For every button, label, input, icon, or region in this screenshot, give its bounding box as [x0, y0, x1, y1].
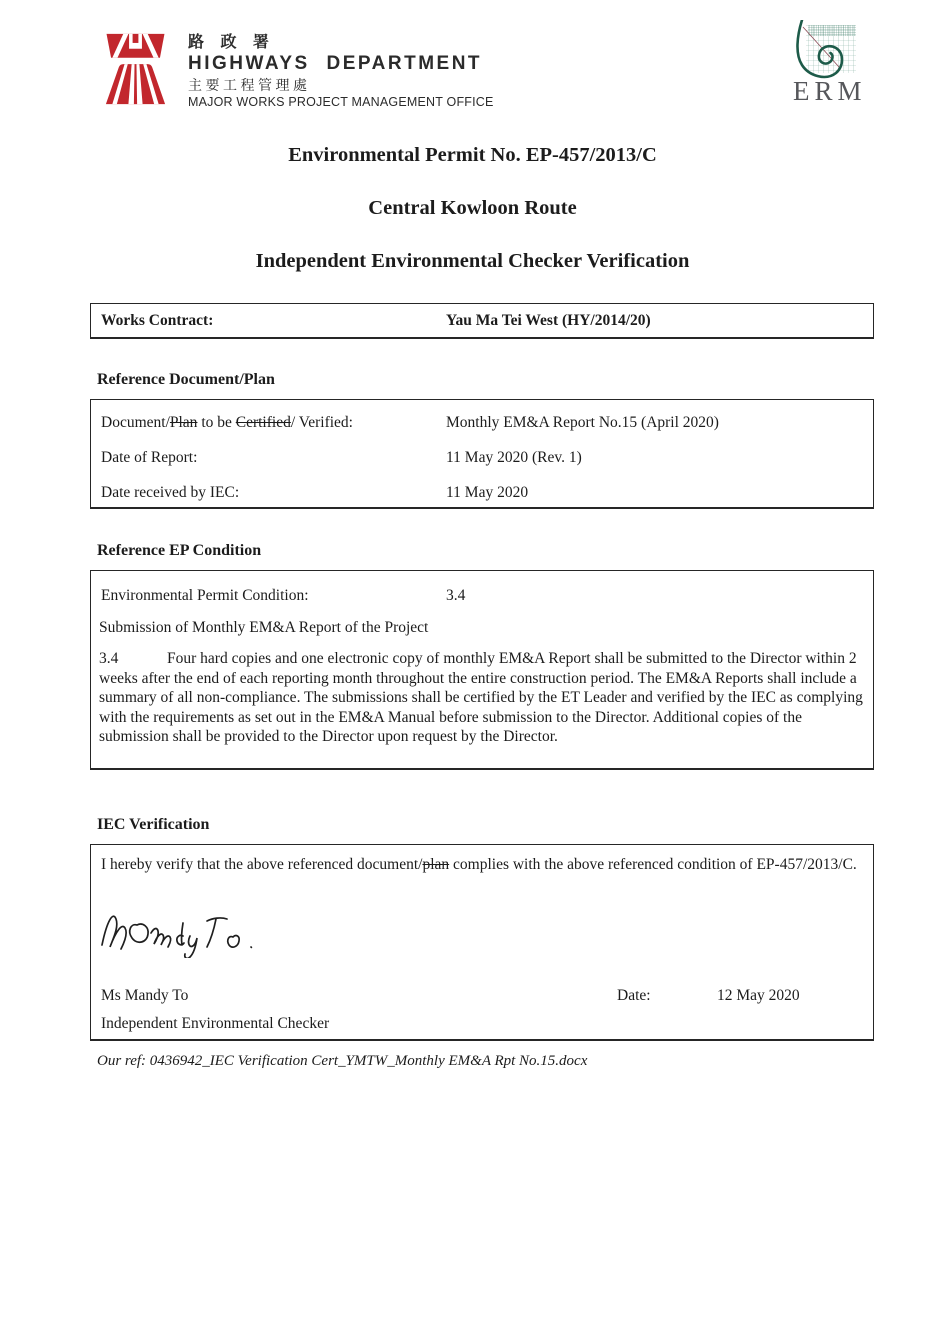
our-ref-line: Our ref: 0436942_IEC Verification Cert_YMTW_Monthly EM&A Rpt No.15.docx	[97, 1053, 588, 1069]
project-title: Central Kowloon Route	[368, 197, 577, 219]
date-of-report-label: Date of Report:	[101, 448, 198, 466]
statement-part: complies with the above referenced condition of EP-457/2013/C.	[449, 856, 857, 873]
struck-word-certified: Certified	[235, 413, 291, 431]
label-part: / Verified:	[290, 413, 353, 431]
works-contract-box	[90, 303, 874, 339]
date-received-row	[91, 475, 873, 510]
signer-name: Ms Mandy To	[101, 987, 189, 1004]
signer-title: Independent Environmental Checker	[101, 1015, 330, 1032]
reference-document-heading: Reference Document/Plan	[97, 371, 275, 388]
reference-ep-box	[90, 570, 874, 770]
signature	[99, 903, 269, 958]
ep-condition-row	[91, 571, 873, 611]
department-name-english: HIGHWAYS DEPARTMENT	[188, 53, 483, 74]
document-to-be-verified-row	[91, 405, 873, 440]
label-part: to be	[197, 413, 236, 431]
erm-wordmark: ERM	[793, 76, 867, 106]
department-header	[188, 33, 494, 110]
works-contract-label: Works Contract:	[101, 311, 214, 329]
iec-verification-heading: IEC Verification	[97, 816, 210, 833]
works-contract-value: Yau Ma Tei West (HY/2014/20)	[446, 311, 651, 329]
struck-word-plan: Plan	[169, 413, 198, 431]
ep-condition-title: Submission of Monthly EM&A Report of the Project	[99, 619, 429, 636]
struck-word-plan: plan	[422, 856, 450, 873]
ep-clause-paragraph	[99, 649, 865, 747]
date-value: 12 May 2020	[717, 987, 800, 1004]
verification-statement	[101, 853, 857, 876]
department-name-chinese: 路 政 署	[188, 34, 275, 51]
reference-ep-heading: Reference EP Condition	[97, 542, 262, 559]
statement-part: I hereby verify that the above referenced document/	[101, 856, 423, 873]
document-to-be-verified-label	[101, 414, 446, 432]
date-of-report-row	[91, 440, 873, 475]
highways-department-logo-icon	[103, 32, 168, 106]
office-name-chinese: 主要工程管理處	[188, 77, 311, 93]
permit-number-title: Environmental Permit No. EP-457/2013/C	[288, 144, 657, 166]
signer-row	[101, 987, 865, 1005]
date-of-report-value: 11 May 2020 (Rev. 1)	[446, 448, 582, 466]
date-received-value: 11 May 2020	[446, 483, 529, 501]
document-to-be-verified-value: Monthly EM&A Report No.15 (April 2020)	[446, 413, 719, 431]
ep-clause-number: 3.4	[99, 650, 119, 667]
ep-condition-label: Environmental Permit Condition:	[101, 587, 309, 604]
reference-document-box	[90, 399, 874, 509]
ep-condition-value: 3.4	[446, 587, 466, 604]
office-name-english: MAJOR WORKS PROJECT MANAGEMENT OFFICE	[188, 95, 494, 109]
date-received-label: Date received by IEC:	[101, 483, 240, 501]
iec-verification-box	[90, 844, 874, 1041]
date-label: Date:	[617, 987, 651, 1004]
ep-clause-text: Four hard copies and one electronic copy of monthly EM&A Report shall be submitted to the Director within 2 weeks after the end of each reporting month throughout the entire construction period. The EM&A Reports shall include a summary of all non-compliance. The submissions shall be certified by the ET Leader and verified by the IEC as complying with the requirements as set out in the EM&A Manual before submission to the Director. Additional copies of the submission shall be provided to the Director upon request by the Director.	[99, 650, 863, 745]
label-part: Document/	[101, 413, 170, 431]
works-contract-row	[91, 304, 873, 337]
document-type-title: Independent Environmental Checker Verification	[255, 250, 690, 272]
